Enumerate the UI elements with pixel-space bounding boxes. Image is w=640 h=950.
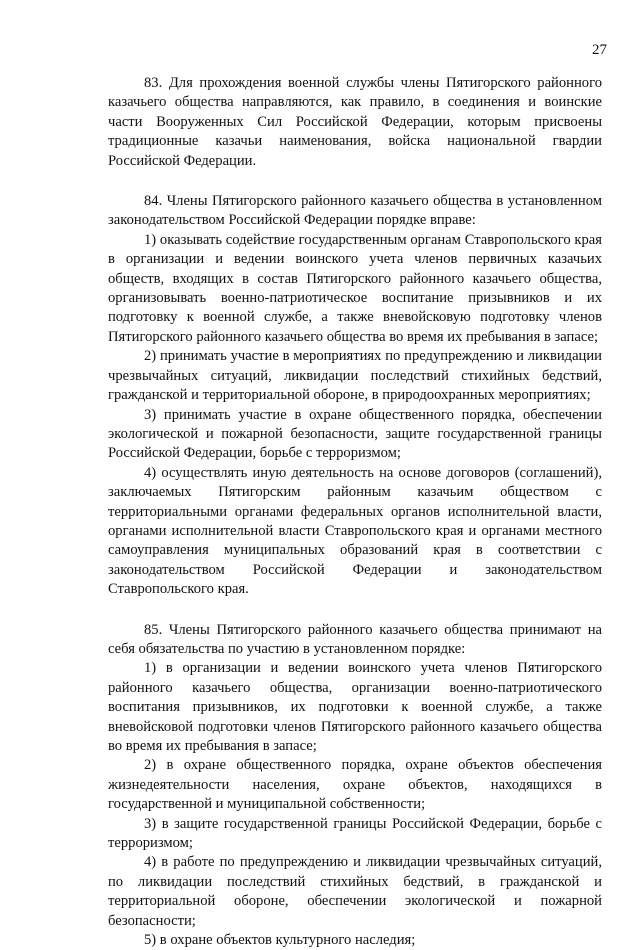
paragraph-gap bbox=[108, 171, 602, 192]
paragraph-84-item-4: 4) осуществлять иную деятельность на основе договоров (соглашений), заключаемых Пятигорским районным казачьим обществом с территориальными органами федеральных органов исполнительной власти, органами исполнительной власти Ставропольского края и органами местного самоуправления муниципальных образований края в соответствии с законодательством Российской Федерации и законодательством Ставропольского края. bbox=[108, 464, 602, 598]
document-body bbox=[108, 74, 602, 950]
paragraph-85-item-4: 4) в работе по предупреждению и ликвидации чрезвычайных ситуаций, по ликвидации последствий стихийных бедствий, в гражданской и территориальной обороне, обеспечении экологической и пожарной безопасности; bbox=[108, 854, 602, 929]
paragraph-85-item-1: 1) в организации и ведении воинского учета членов Пятигорского районного казачьего общества, организации военно-патриотического воспитания призывников, их подготовки к военной службе, а также вневойсковой подготовки членов Пятигорского районного казачьего общества во время их пребывания в запасе; bbox=[108, 660, 602, 754]
paragraph-85-item-5: 5) в охране объектов культурного наследия; bbox=[144, 932, 416, 949]
paragraph-84-intro: 84. Члены Пятигорского районного казачьего общества в установленном законодательством Российской Федерации порядке вправе: bbox=[108, 193, 602, 229]
paragraph-85-item-2: 2) в охране общественного порядка, охране объектов обеспечения жизнедеятельности населения, охране объектов, находящихся в государственной и муниципальной собственности; bbox=[108, 757, 602, 813]
paragraph-gap bbox=[108, 600, 602, 621]
paragraph-83: 83. Для прохождения военной службы члены Пятигорского районного казачьего общества направляются, как правило, в соединения и воинские части Вооруженных Сил Российской Федерации, которым присвоены традиционные казачьи наименования, войска национальной гвардии Российской Федерации. bbox=[108, 75, 602, 169]
paragraph-84-item-1: 1) оказывать содействие государственным органам Ставропольского края в организации и ведении воинского учета членов первичных казачьих обществ, входящих в состав Пятигорского районного казачьего общества, организовывать военно-патриотическое воспитание призывников и их подготовку к военной службе, а также вневойсковую подготовку членов Пятигорского районного казачьего общества во время их пребывания в запасе; bbox=[108, 231, 602, 345]
page-number: 27 bbox=[592, 42, 607, 58]
paragraph-85-intro: 85. Члены Пятигорского районного казачьего общества принимают на себя обязательства по участию в установленном порядке: bbox=[108, 621, 602, 657]
paragraph-84-item-2: 2) принимать участие в мероприятиях по предупреждению и ликвидации чрезвычайных ситуаций, ликвидации последствий стихийных бедствий, гражданской и территориальной обороне, в природоохранных мероприятиях; bbox=[108, 348, 602, 404]
paragraph-84-item-3: 3) принимать участие в охране общественного порядка, обеспечении экологической и пожарной безопасности, защите государственной границы Российской Федерации, борьбе с терроризмом; bbox=[108, 406, 602, 462]
paragraph-85-item-3: 3) в защите государственной границы Российской Федерации, борьбе с терроризмом; bbox=[108, 815, 602, 852]
